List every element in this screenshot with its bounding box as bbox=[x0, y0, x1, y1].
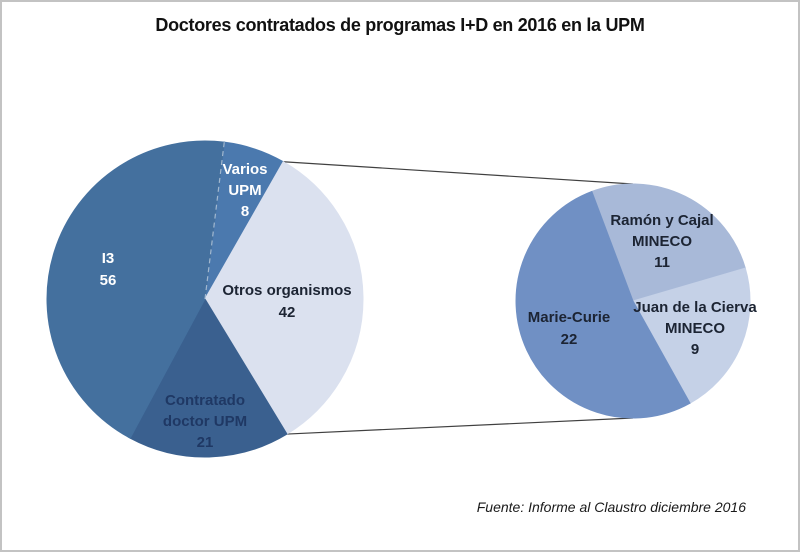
connector-line bbox=[283, 162, 633, 184]
slice-label-otros-organismos: Otros organismos 42 bbox=[222, 282, 352, 321]
chart-title: Doctores contratados de programas I+D en 2016 en la UPM bbox=[155, 15, 645, 35]
slice-label-contratado-doctor-upm: Contratado doctor UPM 21 bbox=[162, 392, 248, 451]
source-note: Fuente: Informe al Claustro diciembre 2016 bbox=[476, 499, 746, 515]
slice-label-varios-upm: Varios UPM 8 bbox=[222, 161, 268, 220]
pie-of-pie-chart bbox=[2, 2, 800, 552]
slice-label-ram-n-y-cajal-mineco: Ramón y Cajal MINECO 11 bbox=[610, 212, 714, 271]
slice-label-marie-curie: Marie-Curie 22 bbox=[527, 309, 611, 348]
slice-label-i3: I3 56 bbox=[99, 250, 117, 289]
slice-label-juan-de-la-cierva-mineco: Juan de la Cierva MINECO 9 bbox=[633, 299, 757, 358]
connector-line bbox=[287, 418, 633, 434]
